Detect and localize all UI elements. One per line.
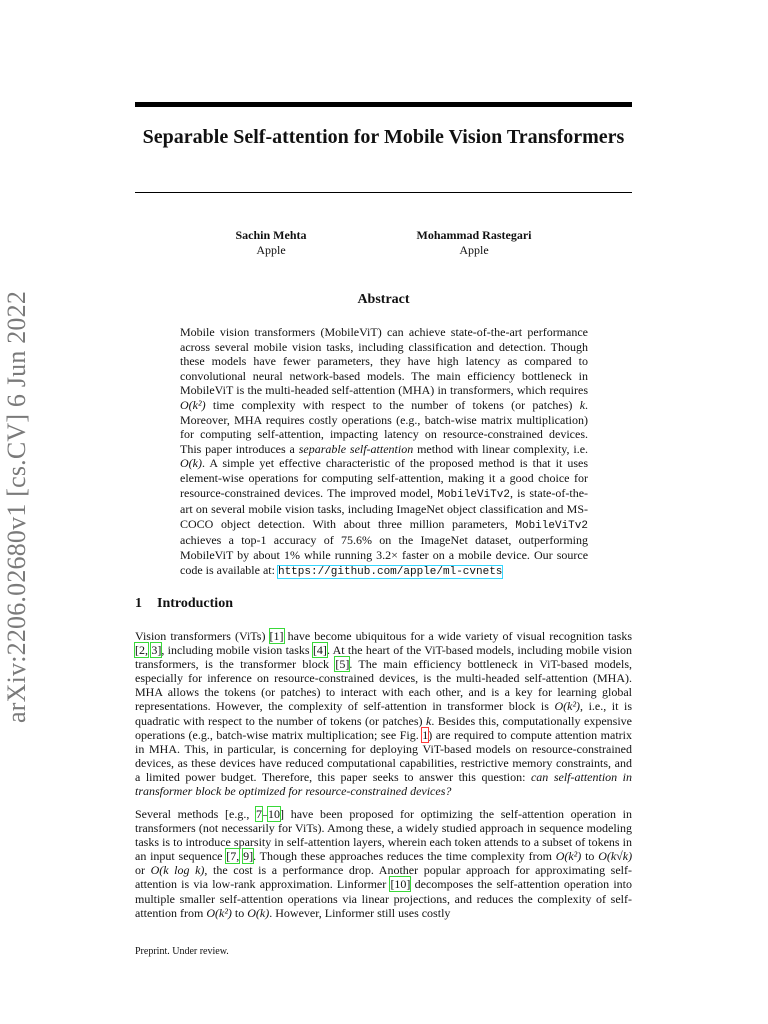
citation-link[interactable]: 10: [268, 807, 281, 821]
footer-note: Preprint. Under review.: [135, 946, 229, 957]
intro-paragraph-2: Several methods [e.g., 7–10] have been proposed for optimizing the self-attention operation in transformers (not necessarily for ViTs). Among these, a widely studied approach in sequence modeling tasks is to introduce sparsity in self-attention layers, wherein each token attends to a subset of tokens in an input sequence [7, 9]. Though these approaches reduces the time complexity from O(k²) to O(k√k) or O(k log k), the cost is a performance drop. Another popular approach for approximating self-attention is via low-rank approximation. Linformer [10] decomposes the self-attention operation into multiple smaller self-attention operations via linear projections, and reduces the complexity of self-attention from O(k²) to O(k). However, Linformer still uses costly: [135, 807, 633, 920]
citation-link[interactable]: [1]: [269, 629, 284, 643]
citation-link[interactable]: 3]: [151, 643, 162, 658]
citation-link[interactable]: [7,: [226, 849, 240, 864]
citation-link[interactable]: [5]: [335, 657, 350, 672]
math: O(k²): [206, 905, 232, 920]
emphasis: can self-attention in transformer block be optimized for resource-constrained devices?: [135, 769, 633, 799]
citation-link[interactable]: [4]: [312, 643, 327, 658]
section-number: 1: [135, 596, 142, 611]
author-affiliation: Apple: [459, 243, 489, 257]
math: O(k²): [554, 699, 581, 714]
title-bottom-rule: [135, 192, 632, 193]
model-name: MobileViTv2: [515, 519, 588, 532]
arxiv-identifier: arXiv:2206.02680v1 [cs.CV] 6 Jun 2022: [2, 290, 31, 723]
figure-link[interactable]: 1: [422, 727, 429, 742]
source-code-link[interactable]: https://github.com/apple/ml-cvnets: [277, 565, 503, 578]
abstract-heading: Abstract: [357, 292, 410, 307]
math: O(k√k): [598, 849, 633, 864]
math: k: [579, 397, 586, 412]
author-1: [200, 228, 342, 258]
emphasis: separable self-attention: [298, 441, 414, 456]
title-top-rule: [135, 102, 632, 107]
math: O(k²): [555, 849, 582, 864]
section-title: Introduction: [157, 596, 233, 611]
math: k: [426, 713, 432, 728]
math: O(k log k): [150, 863, 205, 878]
math: O(k): [247, 905, 270, 920]
intro-paragraph-1: Vision transformers (ViTs) [1] have become ubiquitous for a wide variety of visual recognition tasks [2, 3], including mobile vision tasks [4]. At the heart of the ViT-based models, including mobile vision transformers, is the transformer block [5]. The main efficiency bottleneck in ViT-based models, especially for inference on resource-constrained devices, is the multi-headed self-attention (MHA). MHA allows the tokens (or patches) to interact with each other, and is a key for learning global representations. However, the complexity of self-attention in transformer block is O(k²), i.e., it is quadratic with respect to the number of tokens (or patches) k. Besides this, computationally expensive operations (e.g., batch-wise matrix multiplication; see Fig. 1) are required to compute attention matrix in MHA. This, in particular, is concerning for deploying ViT-based models on resource-constrained devices, as these devices have reduced computational capabilities, restrictive memory constraints, and a limited power budget. Therefore, this paper seeks to answer this question: can self-attention in transformer block be optimized for resource-constrained devices?: [135, 629, 633, 799]
paper-title: Separable Self-attention for Mobile Vision Transformers: [142, 126, 625, 148]
math: O(k): [180, 456, 202, 471]
author-name: Sachin Mehta: [235, 228, 307, 242]
author-name: Mohammad Rastegari: [416, 228, 532, 242]
citation-link[interactable]: [10]: [390, 877, 411, 892]
math: 3.2×: [376, 547, 398, 562]
math: 1%: [283, 547, 300, 562]
model-name: MobileViTv2: [437, 488, 510, 501]
abstract-text: Mobile vision transformers (MobileViT) can achieve state-of-the-art performance across several mobile vision tasks, including classification and detection. Though these models have fewer parameters, they have high latency as compared to convolutional neural network-based models. The main efficiency bottleneck in MobileViT is the multi-headed self-attention (MHA) in transformers, which requires O(k²) time complexity with respect to the number of tokens (or patches) k. Moreover, MHA requires costly operations (e.g., batch-wise matrix multiplication) for computing self-attention, impacting latency on resource-constrained devices. This paper introduces a separable self-attention method with linear complexity, i.e. O(k). A simple yet effective characteristic of the proposed method is that it uses element-wise operations for computing self-attention, making it a good choice for resource-constrained devices. The improved model, MobileViTv2, is state-of-the-art on several mobile vision tasks, including ImageNet object classification and MS-COCO object detection. With about three million parameters, MobileViTv2 achieves a top-1 accuracy of 75.6% on the ImageNet dataset, outperforming MobileViT by about 1% while running 3.2× faster on a mobile device. Our source code is available at: https://github.com/apple/ml-cvnets: [180, 325, 589, 578]
section-heading-introduction: [135, 596, 233, 612]
author-affiliation: Apple: [256, 243, 286, 257]
citation-link[interactable]: 7: [256, 807, 263, 821]
citation-link[interactable]: [2,: [135, 643, 148, 658]
citation-link[interactable]: 9]: [243, 849, 254, 864]
math: O(k²): [180, 397, 206, 412]
author-2: [400, 228, 548, 258]
